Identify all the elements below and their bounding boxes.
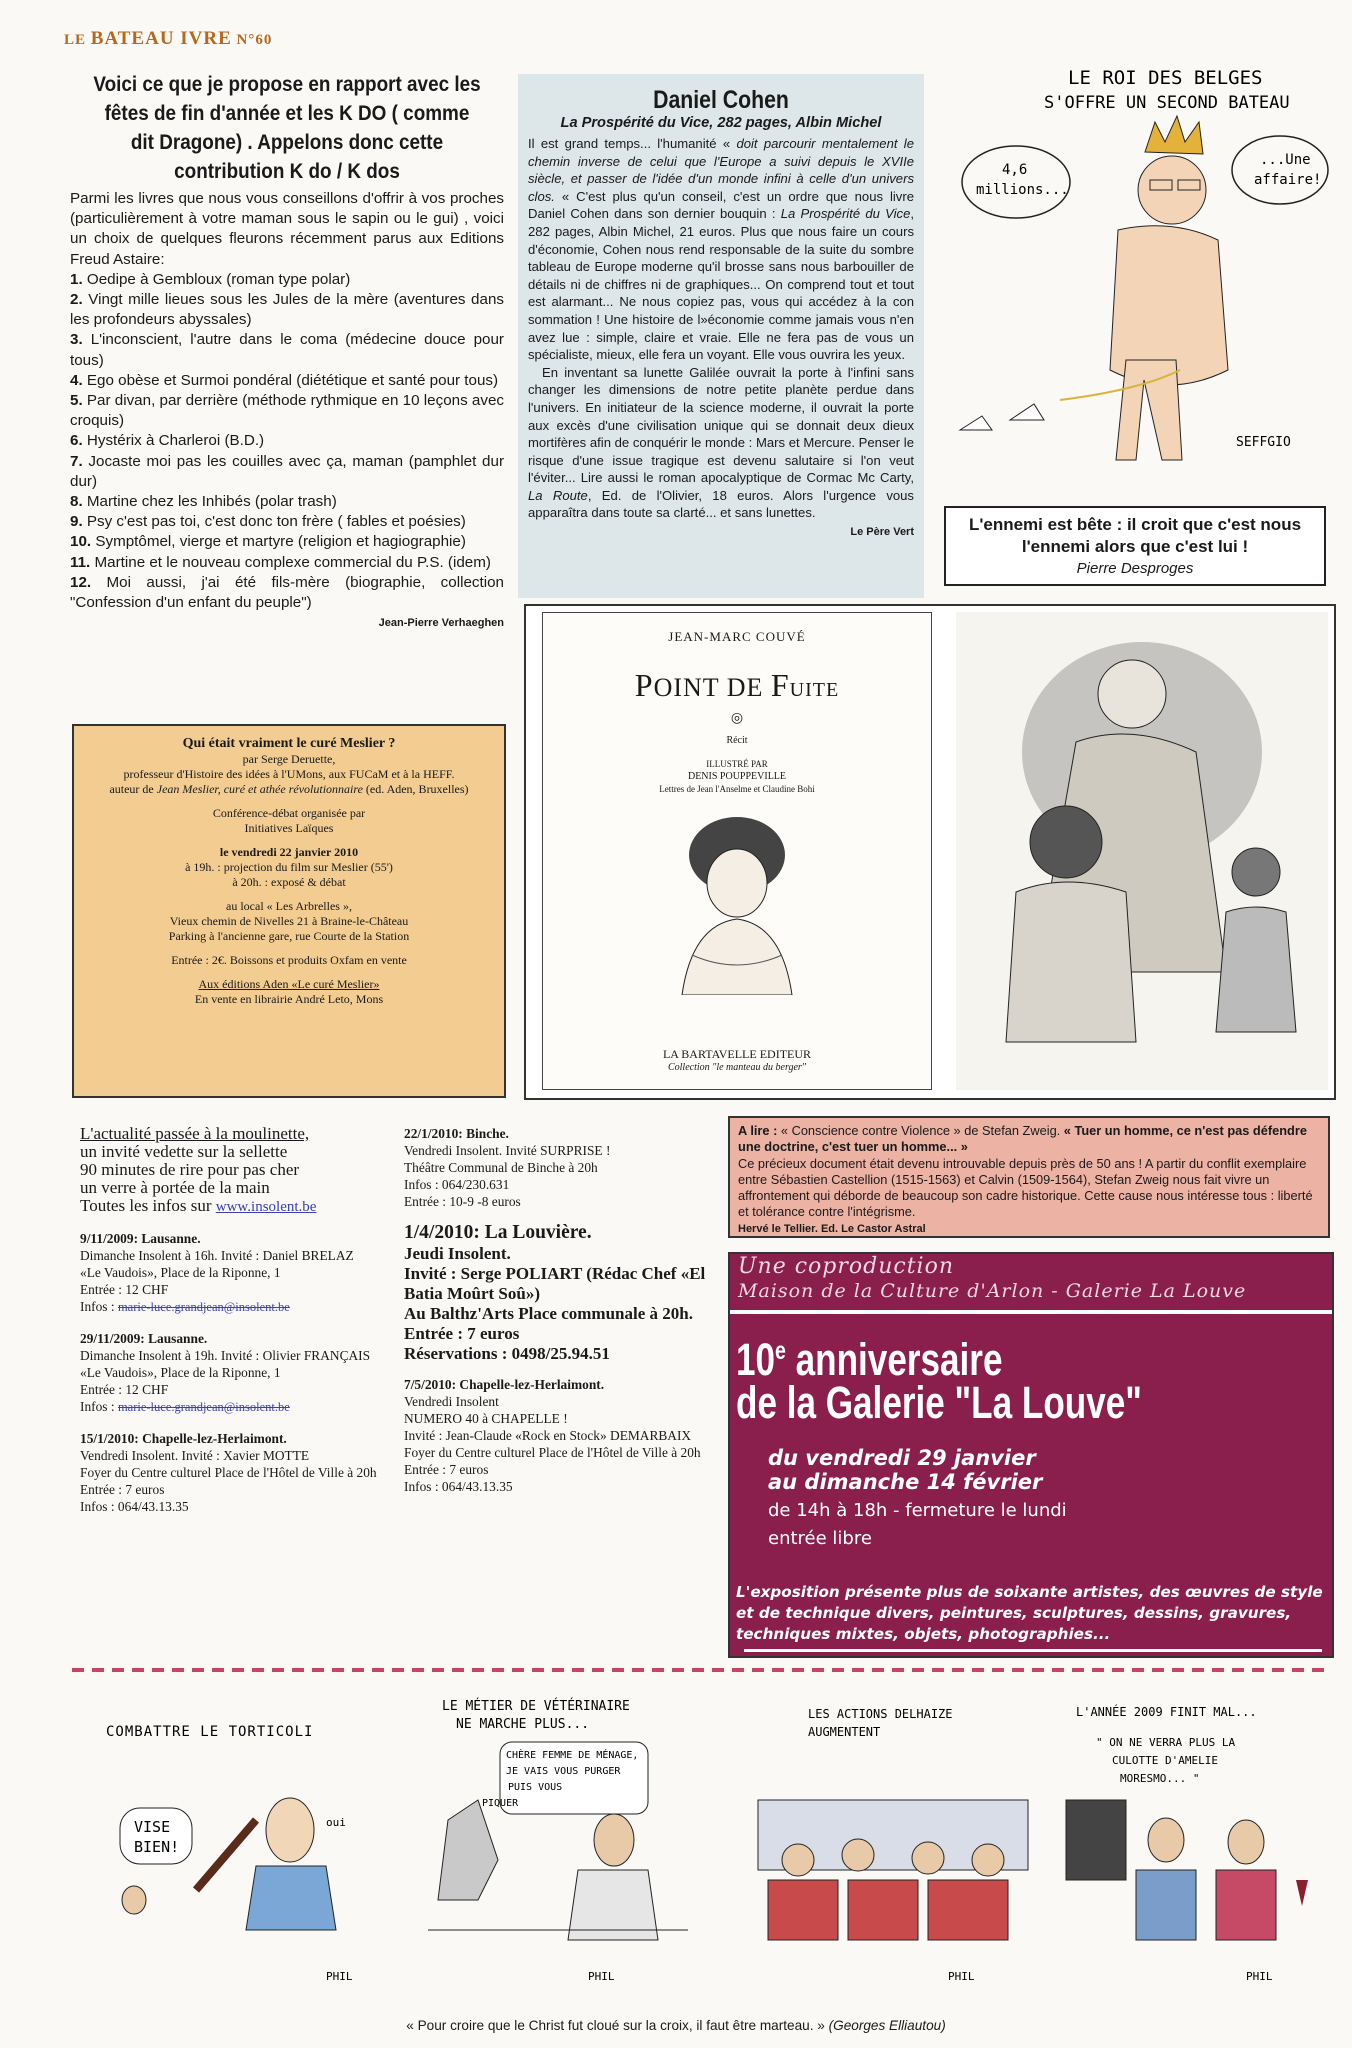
- cohen-subtitle: La Prospérité du Vice, 282 pages, Albin Michel: [560, 115, 882, 131]
- event-binche: 22/1/2010: Binche. Vendredi Insolent. Invité SURPRISE ! Théâtre Communal de Binche à 20h Infos : 064/230.631 Entrée : 10-9 -8 euros: [404, 1126, 611, 1209]
- cohen-title: Daniel Cohen: [653, 86, 789, 114]
- publisher-logo-icon: ◎: [730, 711, 744, 726]
- cartoon1-bubble-2: BIEN!: [134, 1838, 180, 1856]
- cartoon1-oui: oui: [326, 1816, 346, 1829]
- louve-entry: entrée libre: [768, 1528, 872, 1549]
- kdo-list: [70, 270, 504, 613]
- cohen-signature: Le Père Vert: [850, 526, 914, 539]
- cartoon4-title: L'ANNÉE 2009 FINIT MAL...: [1076, 1705, 1257, 1719]
- cartoon4-bubble-2: CULOTTE D'AMELIE: [1112, 1754, 1218, 1767]
- kdo-heading: Voici ce que je propose en rapport avec les fêtes de fin d'année et les K DO ( comme dit Dragone) . Appelons donc cette contribution K do / K dos: [93, 73, 481, 183]
- meslier-title: Qui était vraiment le curé Meslier ?: [182, 736, 396, 751]
- meslier-bookstore: En vente en librairie André Leto, Mons: [194, 992, 384, 1006]
- book-author: JEAN-MARC COUVÉ: [668, 629, 806, 644]
- cartoon-delhaize: [748, 1690, 1048, 1990]
- wine-glass-icon: [1296, 1880, 1308, 1906]
- louve-title-1: 10e anniversaire: [736, 1334, 1003, 1385]
- insolent-header-3: 90 minutes de rire pour pas cher: [80, 1160, 300, 1179]
- desproges-quote: [944, 506, 1326, 586]
- crown-icon: [1145, 116, 1203, 154]
- alire-body: Ce précieux document était devenu introuvable depuis près de 50 ans ! A partir du conflit exemplaire entre Sébastien Castellion (1515-1563) et Calvin (1509-1564), Stefan Zweig nous fait vivre un affrontement qui déborde de beaucoup son cadre historique. Cette cause nous intéresse tous : liberté et tolérance contre l'intégrisme.: [738, 1155, 1313, 1220]
- footer-quote-text: « Pour croire que le Christ fut cloué sur la croix, il faut être marteau. »: [406, 2018, 829, 2033]
- kdo-article: [70, 70, 504, 629]
- insolent-column-2: [404, 1125, 706, 1507]
- cartoon2-title-2: NE MARCHE PLUS...: [456, 1717, 590, 1732]
- email-link[interactable]: marie-luce.grandjean@insolent.be: [117, 1400, 290, 1414]
- cartoon2-bubble-3: PUIS VOUS: [508, 1782, 563, 1793]
- louve-bottom-bar: [744, 1649, 1322, 1652]
- cartoon3-title-1: LES ACTIONS DELHAIZE: [808, 1707, 953, 1721]
- desproges-author: Pierre Desproges: [1076, 560, 1194, 577]
- bubble-right-2: affaire!: [1254, 172, 1322, 188]
- bubble-left-2: millions...: [976, 182, 1069, 198]
- meslier-speaker-title: professeur d'Histoire des idées à l'UMons, aux FUCaM et à la HEFF.: [123, 767, 455, 781]
- alire-author: Hervé le Tellier. Ed. Le Castor Astral: [738, 1222, 926, 1235]
- meslier-schedule-1: à 19h. : projection du film sur Meslier (55'): [185, 860, 393, 874]
- cartoon2-signature: PHIL: [588, 1970, 615, 1983]
- book-title: POINT DE FUITE: [634, 667, 840, 703]
- cartoon-veterinaire: [408, 1690, 708, 1990]
- kdo-list-item: 3. L'inconscient, l'autre dans le coma (médecine douce pour tous): [70, 331, 504, 369]
- cartoon3-signature: PHIL: [948, 1970, 975, 1983]
- book-genre: Récit: [726, 735, 748, 746]
- meslier-date: le vendredi 22 janvier 2010: [219, 845, 359, 859]
- cartoon2-bubble-1: CHÈRE FEMME DE MÉNAGE,: [506, 1750, 639, 1761]
- event-chapelle-may: 7/5/2010: Chapelle-lez-Herlaimont. Vendredi Insolent NUMERO 40 à CHAPELLE ! Invité : Jean-Claude «Rock en Stock» DEMARBAIX Foyer du Centre culturel Place de l'Hôtel de Ville à 20h Entrée : 7 euros Infos : 064/43.13.35: [404, 1377, 701, 1494]
- kdo-list-item: 1. Oedipe à Gembloux (roman type polar): [70, 270, 351, 288]
- meslier-organiser-line-1: Conférence-débat organisée par: [212, 806, 366, 820]
- tv-icon: [1066, 1800, 1126, 1880]
- shopping-carts-icon: [768, 1880, 1008, 1940]
- louve-hours: de 14h à 18h - fermeture le lundi: [768, 1500, 1067, 1521]
- footer-quote: [0, 2018, 1352, 2033]
- kdo-list-item: 8. Martine chez les Inhibés (polar trash): [70, 493, 337, 511]
- louve-exhibition-ad: [728, 1252, 1334, 1658]
- cohen-paragraph-2: En inventant sa lunette Galilée ouvrait la porte à l'infini sans changer les dimensions de notre petite planète perdue dans l'univers. En initiateur de la science moderne, il ouvrait la porte aux excès d'une civilisation unique qui se donnait deux dieux mortifères afin de conquérir le monde : Mars et Mercure. Penser le risque d'une issue tragique est devenu salutaire si l'on veut l'éviter... Lire aussi le roman apocalyptique de Cormac Mc Carty, La Route, Ed. de l'Olivier, 18 euros. Alors l'urgence vous apparaîtra dans toute sa clarté... et sans lunettes.: [528, 364, 914, 521]
- book-cover: [542, 612, 932, 1090]
- book-illustrator-block: ILLUSTRÉ PAR DENIS POUPPEVILLE Lettres de Jean l'Anselme et Claudine Bohi: [659, 759, 815, 794]
- louve-divider: [730, 1310, 1332, 1314]
- alire-quote: « Tuer un homme, ce n'est pas défendre une doctrine, c'est tuer un homme... »: [738, 1123, 1307, 1155]
- louve-coproduction: Une coproduction: [738, 1254, 954, 1279]
- cartoon4-bubble-3: MORESMO... ": [1120, 1772, 1200, 1785]
- insolent-infos-line: Toutes les infos sur www.insolent.be: [80, 1196, 317, 1215]
- insolent-column-1: [80, 1125, 380, 1515]
- bubble-right-1: ...Une: [1260, 152, 1311, 168]
- cartoon1-title: COMBATTRE LE TORTICOLI: [106, 1724, 314, 1740]
- book-portrait-drawing: [662, 805, 812, 995]
- cartoon4-signature: PHIL: [1246, 1970, 1273, 1983]
- cohen-paragraph-1: Il est grand temps... l'humanité « doit parcourir mentalement le chemin inverse de celui que l'Europe a suivi depuis le XVIIe siècle, et passer de l'idée d'un monde infini à celle d'un univers clos. « C'est plus qu'un conseil, c'est un ordre que nous livre Daniel Cohen dans son dernier bouquin : La Prospérité du Vice, 282 pages, Albin Michel, 21 euros. Plus que nous faire un cours d'économie, Cohen nous rend responsable de la suite du sombre tableau de Europe moderne qu'il brosse sans nous barbouiller de détails ni de chiffres ni de graphiques... On comprend tout et tout est alarmant... Ne nous copiez pas, vous qui accédez à la con sommation ! Une histoire de l»économie comme jamais vous n'en avez lue : simple, claire et vraie. Elle ne fera pas de vous un spécialiste, mieux, elle fera un voyant. Elle vous ouvrira les yeux.: [528, 136, 914, 363]
- louve-partners: Maison de la Culture d'Arlon - Galerie La Louve: [738, 1280, 1247, 1302]
- louve-date-end: au dimanche 14 février: [768, 1470, 1043, 1494]
- cartoon-moresmo: [1056, 1690, 1346, 1990]
- louve-date-start: du vendredi 29 janvier: [768, 1446, 1036, 1470]
- email-link[interactable]: marie-luce.grandjean@insolent.be: [117, 1300, 290, 1314]
- insolent-site-link[interactable]: www.insolent.be: [215, 1199, 317, 1215]
- issue-number: N°60: [236, 32, 273, 48]
- kdo-lead: Parmi les livres que nous vous conseillons d'offrir à vos proches (particulièrement à votre maman sous le sapin ou le gui) , voici un choix de quelques fleurons récemment parus aux Editions Freud Astaire:: [70, 190, 504, 268]
- meslier-organiser-line-2: Initiatives Laïques: [244, 821, 334, 835]
- player-shirt: [246, 1866, 336, 1930]
- meslier-parking: Parking à l'ancienne gare, rue Courte de la Station: [168, 929, 410, 943]
- kdo-list-item: 6. Hystérix à Charleroi (B.D.): [70, 432, 265, 450]
- desproges-line-1: L'ennemi est bête : il croit que c'est nous: [968, 515, 1302, 534]
- louve-title-2: de la Galerie "La Louve": [736, 1377, 1142, 1428]
- louve-description: L'exposition présente plus de soixante artistes, des œuvres de style et de technique divers, peintures, sculptures, dessins, gravures, techniques mixtes, objets, photographies...: [736, 1583, 1323, 1643]
- kdo-list-item: 7. Jocaste moi pas les couilles avec ça, maman (pamphlet dur dur): [70, 452, 504, 490]
- kdo-list-item: 5. Par divan, par derrière (méthode rythmique en 10 leçons avec croquis): [70, 392, 504, 430]
- cartoon2-bubble-2: JE VAIS VOUS PURGER: [506, 1766, 621, 1777]
- baseball-bat-icon: [196, 1820, 256, 1890]
- insolent-header-4: un verre à portée de la main: [80, 1178, 270, 1197]
- dashed-divider: [72, 1668, 1332, 1672]
- meslier-venue: au local « Les Arbrelles »,: [226, 899, 352, 913]
- cartoon1-signature: PHIL: [326, 1970, 353, 1983]
- paper-boats-icon: [960, 404, 1044, 430]
- kdo-list-item: 2. Vingt mille lieues sous les Jules de la mère (aventures dans les profondeurs abyssales): [70, 291, 504, 329]
- cartoon4-bubble-1: " ON NE VERRA PLUS LA: [1096, 1736, 1236, 1749]
- kdo-list-item: 12. Moi aussi, j'ai été fils-mère (biographie, collection "Confession d'un enfant du peuple"): [70, 573, 504, 612]
- book-sketch-illustration: [956, 612, 1328, 1090]
- masthead-prefix: LE: [64, 32, 87, 48]
- meslier-conference: [72, 724, 506, 1098]
- cartoon1-bubble-1: VISE: [134, 1818, 171, 1836]
- meslier-schedule-2: à 20h. : exposé & débat: [232, 875, 346, 889]
- alire-book: « Conscience contre Violence » de Stefan Zweig.: [780, 1123, 1064, 1138]
- desproges-line-2: l'ennemi alors que c'est lui !: [1021, 537, 1249, 556]
- insolent-event: 9/11/2009: Lausanne. Dimanche Insolent à 16h. Invité : Daniel BRELAZ «Le Vaudois», Place de la Riponne, 1 Entrée : 12 CHF Infos : marie-luce.grandjean@insolent.be: [80, 1231, 354, 1314]
- king-cartoon-illustration: [940, 60, 1336, 500]
- bubble-left-1: 4,6: [1002, 162, 1028, 178]
- book-publisher-block: LA BARTAVELLE EDITEUR Collection "le manteau du berger": [662, 1047, 812, 1073]
- alire-box: [728, 1116, 1330, 1238]
- meslier-aden-link[interactable]: Aux éditions Aden «Le curé Meslier»: [198, 977, 380, 991]
- meslier-speaker: par Serge Deruette,: [242, 752, 336, 766]
- cartoon3-title-2: AUGMENTENT: [808, 1725, 881, 1739]
- kdo-signature: Jean-Pierre Verhaeghen: [378, 617, 504, 630]
- meslier-address: Vieux chemin de Nivelles 21 à Braine-le-Château: [169, 914, 409, 928]
- insolent-event: 15/1/2010: Chapelle-lez-Herlaimont. Vendredi Insolent. Invité : Xavier MOTTE Foyer du Centre culturel Place de l'Hôtel de Ville à 20h Entrée : 7 euros Infos : 064/43.13.35: [80, 1431, 377, 1514]
- event-la-louviere: 1/4/2010: La Louvière. Jeudi Insolent. Invité : Serge POLIART (Rédac Chef «El Batia Moûrt Soû») Au Balthz'Arts Place communale à 20h. Entrée : 7 euros Réservations : 0498/25.94.51: [404, 1222, 706, 1363]
- kdo-list-item: 4. Ego obèse et Surmoi pondéral (diététique et santé pour tous): [70, 371, 499, 389]
- meslier-author-line: auteur de Jean Meslier, curé et athée révolutionnaire (ed. Aden, Bruxelles): [109, 782, 469, 796]
- cartoon-torticoli: [76, 1690, 376, 1990]
- masthead: [64, 28, 272, 50]
- king-caption-2: S'OFFRE UN SECOND BATEAU: [1044, 93, 1290, 113]
- kdo-list-item: 10. Symptômel, vierge et martyre (religion et hagiographie): [70, 533, 466, 551]
- insolent-event: 29/11/2009: Lausanne. Dimanche Insolent à 19h. Invité : Olivier FRANÇAIS «Le Vaudois», Place de la Riponne, 1 Entrée : 12 CHF Infos : marie-luce.grandjean@insolent.be: [80, 1331, 371, 1414]
- king-signature: SEFFGIO: [1236, 435, 1291, 450]
- masthead-title: BATEAU IVRE: [90, 28, 232, 49]
- king-caption-1: LE ROI DES BELGES: [1068, 67, 1263, 89]
- footer-quote-author: (Georges Elliautou): [828, 2018, 946, 2033]
- cartoon2-bubble-4: PIQUER: [482, 1798, 519, 1809]
- insolent-header-2: un invité vedette sur la sellette: [80, 1142, 288, 1161]
- alire-label: A lire :: [738, 1123, 781, 1138]
- cohen-review: [518, 74, 924, 598]
- cartoon2-title-1: LE MÉTIER DE VÉTÉRINAIRE: [442, 1699, 630, 1714]
- meslier-entry: Entrée : 2€. Boissons et produits Oxfam en vente: [171, 953, 407, 967]
- insolent-header-1: L'actualité passée à la moulinette,: [80, 1124, 310, 1143]
- kdo-list-item: 11. Martine et le nouveau complexe commercial du P.S. (idem): [70, 553, 491, 571]
- kdo-list-item: 9. Psy c'est pas toi, c'est donc ton frère ( fables et poésies): [70, 513, 466, 531]
